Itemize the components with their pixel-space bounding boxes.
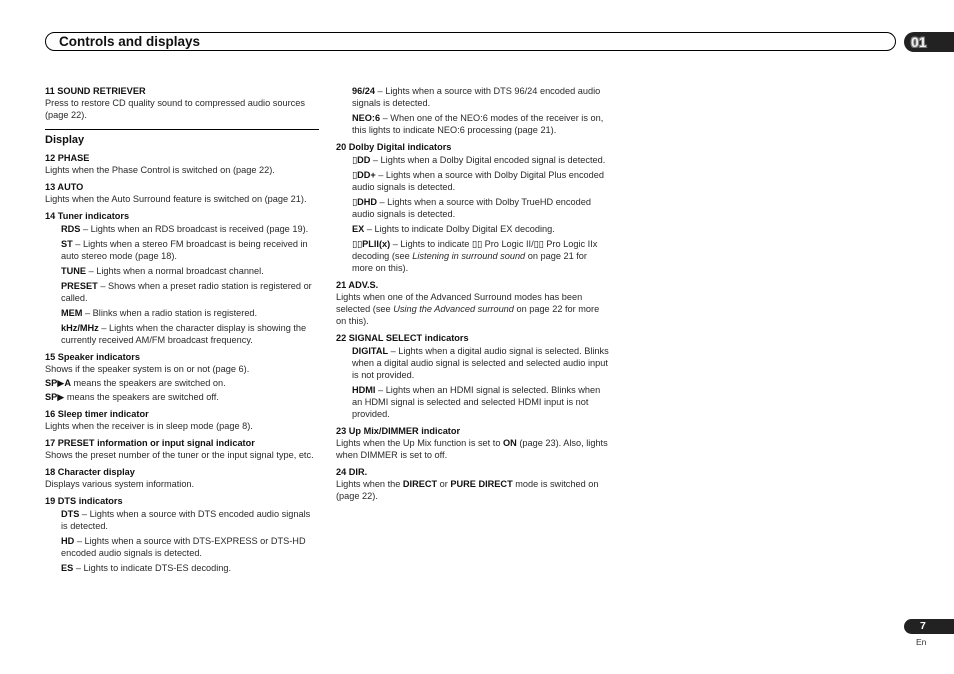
indicator-desc: – Lights when a normal broadcast channel. xyxy=(86,266,264,276)
indicator-entry xyxy=(352,223,610,235)
item-heading: 15 Speaker indicators xyxy=(45,352,140,362)
indicator-desc: – Lights to indicate Dolby Digital EX decoding. xyxy=(364,224,555,234)
item-text-part: Lights when one of the Advanced Surround modes has been selected (see xyxy=(336,292,583,314)
dolby-double-d-icon: ▯▯ xyxy=(352,239,363,249)
indicator-entry xyxy=(352,238,610,274)
section-rule xyxy=(45,121,319,130)
indicator-entry xyxy=(45,377,319,389)
dolby-double-d-icon: ▯▯ xyxy=(533,239,547,249)
item-heading: 14 Tuner indicators xyxy=(45,211,130,221)
indicator-key: NEO:6 xyxy=(352,113,381,123)
indicator-desc: – Lights when a source with DTS encoded audio signals is detected. xyxy=(61,509,311,531)
indicator-entry xyxy=(61,223,319,235)
indicator-entry xyxy=(61,508,319,532)
indicator-desc: – Shows when a preset radio station is registered or called. xyxy=(61,281,312,303)
indicator-desc: – Lights when a Dolby Digital encoded signal is detected. xyxy=(370,155,606,165)
section-title: Display xyxy=(45,134,85,146)
indicator-key: HD xyxy=(61,536,75,546)
cross-reference: Listening in surround sound xyxy=(412,251,526,261)
indicator-entry xyxy=(352,154,610,166)
item-text-part: (page 23). Also, lights when DIMMER is set to off. xyxy=(336,438,608,460)
indicator-key: SP▶A xyxy=(45,378,71,388)
indicator-key: HDMI xyxy=(352,385,376,395)
indicator-key: DIGITAL xyxy=(352,346,389,356)
item-text: Displays various system information. xyxy=(45,479,195,489)
indicator-entry xyxy=(352,112,610,136)
indicator-entry xyxy=(45,391,319,403)
indicator-key: SP▶ xyxy=(45,392,65,402)
indicator-desc: means the speakers are switched on. xyxy=(70,378,226,388)
indicator-desc: – Lights when a source with DTS 96/24 encoded audio signals is detected. xyxy=(352,86,601,108)
item-text: Shows if the speaker system is on or not (page 6). xyxy=(45,364,250,374)
dolby-double-d-icon: ▯ xyxy=(352,170,358,180)
indicator-entry xyxy=(61,238,319,262)
right-column xyxy=(336,85,610,502)
indicator-entry xyxy=(61,280,319,304)
indicator-key: RDS xyxy=(61,224,81,234)
item-text-part: Lights when the xyxy=(336,479,403,489)
indicator-key: DD+ xyxy=(357,170,376,180)
dolby-double-d-icon: ▯▯ xyxy=(471,239,485,249)
item-heading: 17 PRESET information or input signal indicator xyxy=(45,438,255,448)
item-heading: 12 PHASE xyxy=(45,153,90,163)
item-text xyxy=(336,291,610,327)
indicator-desc: – Lights when the character display is showing the currently received AM/FM broadcast frequency. xyxy=(61,323,307,345)
page-title: Controls and displays xyxy=(59,34,201,49)
dolby-double-d-icon: ▯ xyxy=(352,197,358,207)
item-text: Lights when the Phase Control is switched on (page 22). xyxy=(45,165,275,175)
indicator-entry xyxy=(61,322,319,346)
indicator-desc: – Blinks when a radio station is registered. xyxy=(82,308,258,318)
indicator-entry xyxy=(352,85,610,109)
item-heading: 20 Dolby Digital indicators xyxy=(336,142,452,152)
item-key: DIRECT xyxy=(402,479,438,489)
indicator-desc: on page 21 for more on this). xyxy=(352,251,587,273)
item-text: Lights when the Auto Surround feature is switched on (page 21). xyxy=(45,194,307,204)
indicator-key: ST xyxy=(61,239,73,249)
indicator-key: DTS xyxy=(61,509,80,519)
indicator-desc: – Lights when a source with Dolby TrueHD encoded audio signals is detected. xyxy=(352,197,591,219)
cross-reference: Using the Advanced surround xyxy=(393,304,514,314)
language-code: En xyxy=(916,637,927,647)
indicator-key: DHD xyxy=(357,197,377,207)
indicator-desc: means the speakers are switched off. xyxy=(64,392,219,402)
item-heading: 18 Character display xyxy=(45,467,135,477)
item-heading: 19 DTS indicators xyxy=(45,496,123,506)
item-heading: 11 SOUND RETRIEVER xyxy=(45,86,146,96)
indicator-entry xyxy=(352,345,610,381)
item-text-part: on page 22 for more on this). xyxy=(336,304,600,326)
indicator-key: EX xyxy=(352,224,365,234)
indicator-key: MEM xyxy=(61,308,83,318)
indicator-entry xyxy=(352,196,610,220)
indicator-entry xyxy=(61,562,319,574)
item-text: Press to restore CD quality sound to compressed audio sources (page 22). xyxy=(45,98,305,120)
dolby-double-d-icon: ▯ xyxy=(352,155,358,165)
item-heading: 24 DIR. xyxy=(336,467,368,477)
indicator-key: DD xyxy=(357,155,371,165)
page-number: 7 xyxy=(920,620,926,632)
indicator-key: kHz/MHz xyxy=(61,323,99,333)
left-column xyxy=(45,85,319,574)
indicator-key: PRESET xyxy=(61,281,98,291)
indicator-key: TUNE xyxy=(61,266,87,276)
item-text: Lights when the receiver is in sleep mode (page 8). xyxy=(45,421,253,431)
indicator-entry xyxy=(352,384,610,420)
item-heading: 16 Sleep timer indicator xyxy=(45,409,149,419)
indicator-key: ES xyxy=(61,563,74,573)
indicator-desc: Pro Logic II/ xyxy=(484,239,534,249)
indicator-desc: – Lights when an RDS broadcast is received (page 19). xyxy=(80,224,309,234)
item-text-part: Lights when the Up Mix function is set to xyxy=(336,438,503,448)
item-key: ON xyxy=(503,438,517,448)
indicator-desc: – Lights to indicate xyxy=(390,239,472,249)
item-key: PURE DIRECT xyxy=(450,479,513,489)
item-text: Shows the preset number of the tuner or the input signal type, etc. xyxy=(45,450,314,460)
item-text xyxy=(336,478,610,502)
item-heading: 22 SIGNAL SELECT indicators xyxy=(336,333,469,343)
indicator-desc: – When one of the NEO:6 modes of the receiver is on, this lights to indicate NEO:6 processing (page 21). xyxy=(352,113,604,135)
indicator-desc: – Lights when a stereo FM broadcast is being received in auto stereo mode (page 18). xyxy=(61,239,308,261)
indicator-entry xyxy=(61,307,319,319)
indicator-entry xyxy=(61,265,319,277)
item-heading: 21 ADV.S. xyxy=(336,280,379,290)
chapter-number: 01 xyxy=(911,34,927,50)
item-text-part: or xyxy=(437,479,451,489)
item-text xyxy=(336,437,610,461)
item-heading: 23 Up Mix/DIMMER indicator xyxy=(336,426,461,436)
item-text-part: mode is switched on (page 22). xyxy=(336,479,599,501)
indicator-desc: – Lights when a digital audio signal is selected. Blinks when a digital audio signal is selected and selected audio input is not provided. xyxy=(352,346,609,380)
page-tab xyxy=(904,619,954,634)
indicator-desc: – Lights when a source with Dolby Digital Plus encoded audio signals is detected. xyxy=(352,170,604,192)
indicator-desc: – Lights when a source with DTS-EXPRESS or DTS-HD encoded audio signals is detected. xyxy=(61,536,306,558)
indicator-desc: – Lights to indicate DTS-ES decoding. xyxy=(73,563,232,573)
item-heading: 13 AUTO xyxy=(45,182,84,192)
indicator-desc: Pro Logic IIx decoding (see xyxy=(352,239,598,261)
indicator-desc: – Lights when an HDMI signal is selected. Blinks when an HDMI signal is selected and selected HDMI input is not provided. xyxy=(352,385,601,419)
indicator-key: 96/24 xyxy=(352,86,375,96)
indicator-key: PLII(x) xyxy=(362,239,391,249)
indicator-entry xyxy=(61,535,319,559)
indicator-entry xyxy=(352,169,610,193)
